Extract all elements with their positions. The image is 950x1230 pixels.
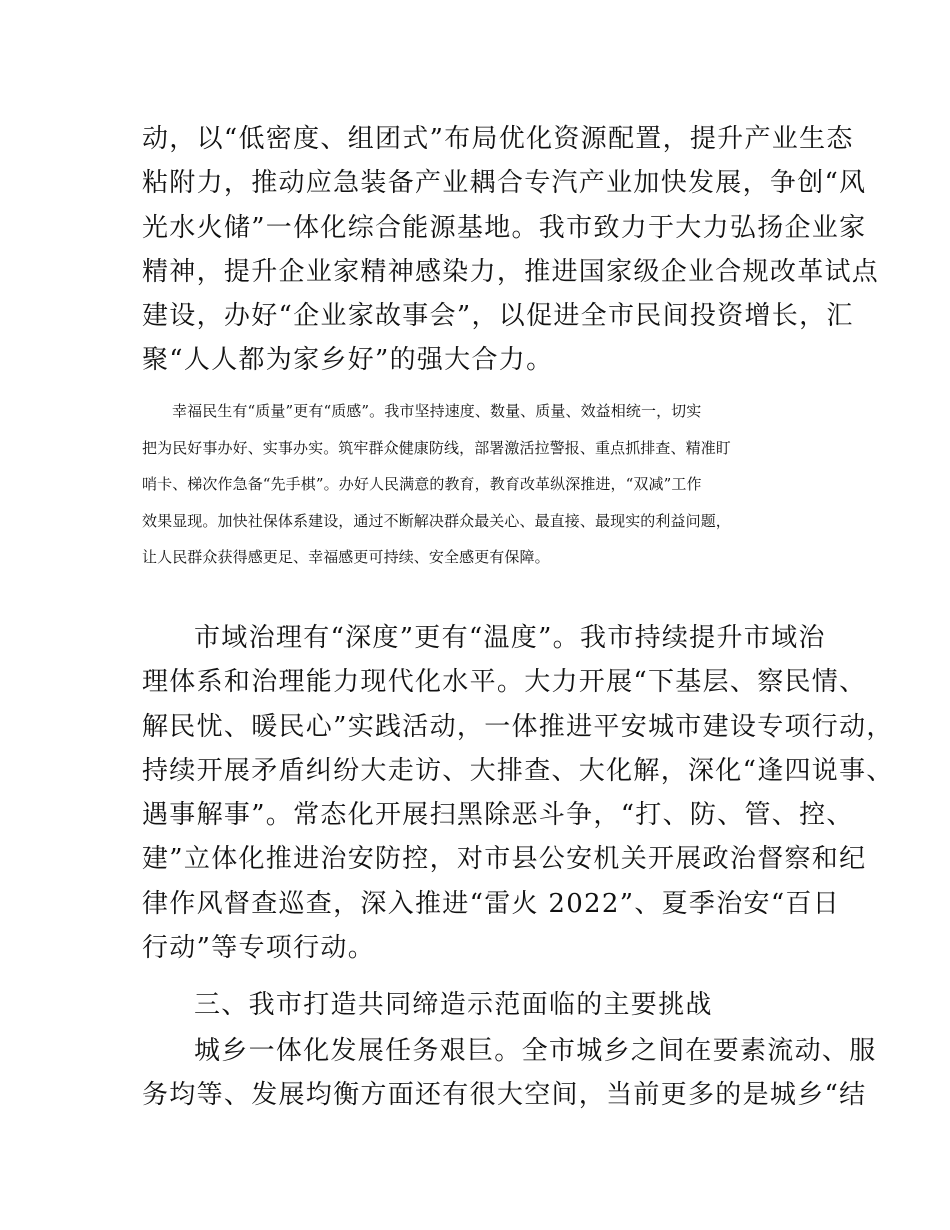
text-line: 粘附力，推动应急装备产业耦合专汽产业加快发展，争创“风: [142, 168, 867, 199]
text-line: 精神，提升企业家精神感染力，推进国家级企业合规改革试点: [142, 256, 880, 287]
text-line: 哨卡、梯次作急备“先手棋”。办好人民满意的教育，教育改革纵深推进，“双减”工作: [142, 475, 702, 494]
paragraph-urban-rural: [142, 1029, 877, 1118]
heading-text: 三、我市打造共同缔造示范面临的主要挑战: [194, 990, 713, 1020]
text-line: 效果显现。加快社保体系建设，通过不断解决群众最关心、最直接、最现实的利益问题，: [142, 511, 731, 530]
text-line: 建设，办好“企业家故事会”，以促进全市民间投资增长，汇: [142, 301, 854, 332]
text-line: 把为民好事办好、实事办实。筑牢群众健康防线，部署激活拉警报、重点抓排查、精准盯: [142, 438, 731, 457]
text-line: 持续开展矛盾纠纷大走访、大排查、大化解，深化“逢四说事、: [142, 755, 894, 786]
text-line: 城乡一体化发展任务艰巨。全市城乡之间在要素流动、服: [194, 1036, 877, 1066]
paragraph-governance: [142, 616, 894, 970]
text-line: 让人民群众获得感更足、幸福感更可持续、安全感更有保障。: [142, 548, 550, 567]
text-line: 幸福民生有“质量”更有“质感”。我市坚持速度、数量、质量、效益相统一，切实: [172, 402, 702, 420]
text-line: 务均等、发展均衡方面还有很大空间，当前更多的是城乡“结: [142, 1080, 867, 1111]
paragraph-economy: [142, 117, 880, 383]
paragraph-livelihood: [142, 393, 810, 576]
text-line: 理体系和治理能力现代化水平。大力开展“下基层、察民情、: [142, 667, 867, 698]
text-line: 律作风督查巡查，深入推进“雷火 2022”、夏季治安“百日: [142, 888, 841, 919]
text-line: 动，以“低密度、组团式”布局优化资源配置，提升产业生态: [142, 124, 854, 154]
text-line: 解民忧、暖民心”实践活动，一体推进平安城市建设专项行动，: [142, 711, 894, 742]
text-line: 聚“人人都为家乡好”的强大合力。: [142, 345, 554, 376]
text-line: 建”立体化推进治安防控，对市县公安机关开展政治督察和纪: [142, 844, 867, 875]
text-line: 市域治理有“深度”更有“温度”。我市持续提升市域治: [194, 623, 826, 653]
text-line: 光水火储”一体化综合能源基地。我市致力于大力弘扬企业家: [142, 212, 867, 243]
text-line: 行动”等专项行动。: [142, 933, 375, 964]
section-heading: [142, 983, 810, 1027]
text-line: 遇事解事”。常态化开展扫黑除恶斗争，“打、防、管、控、: [142, 800, 854, 831]
